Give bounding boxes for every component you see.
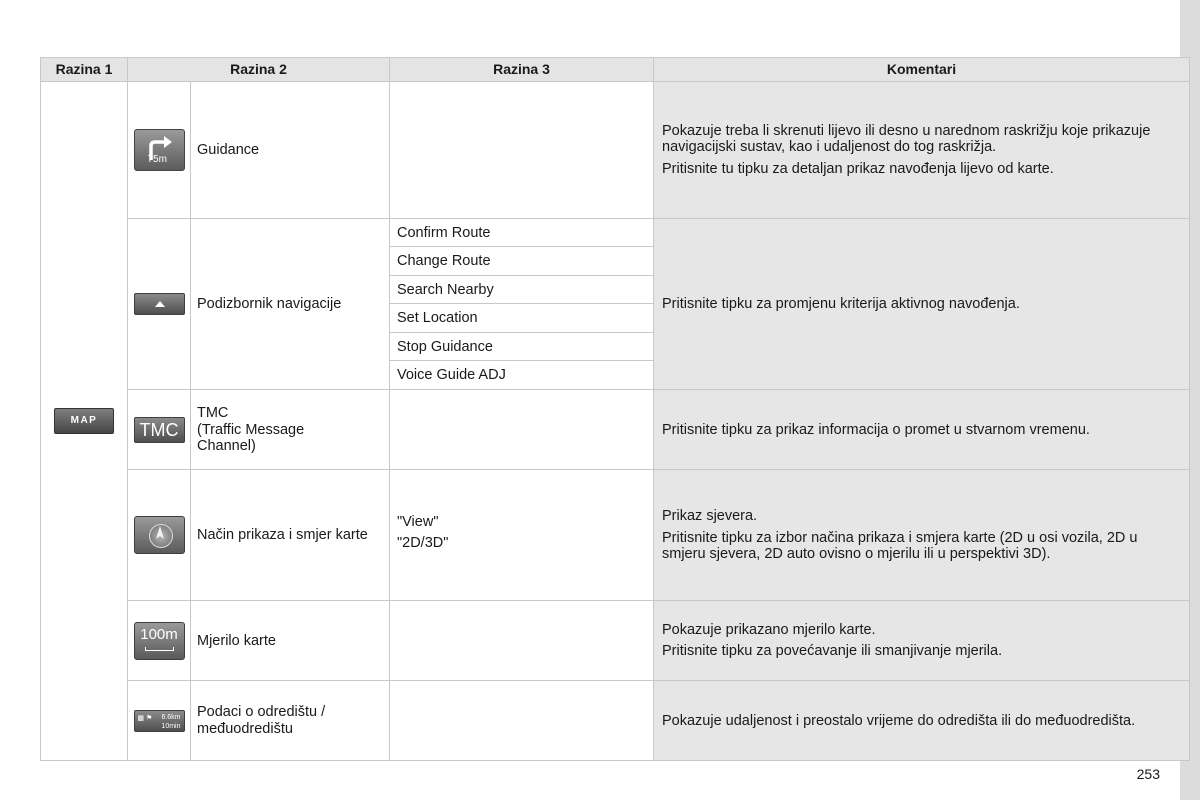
comment-text: Pritisnite tipku za izbor načina prikaza i smjera karte (2D u osi vozila, 2D u smjeru sjevera, 2D auto ovisno o mjerilu ili u perspektivi 3D). — [662, 529, 1138, 563]
level3-empty — [390, 601, 654, 681]
level3-empty — [390, 82, 654, 219]
comment-tmc — [654, 390, 1190, 470]
navigation-submenu-icon — [134, 293, 185, 315]
level1-cell — [41, 82, 128, 761]
header-level1: Razina 1 — [41, 58, 128, 82]
comment-view-mode — [654, 470, 1190, 601]
level2-destination-info: Podaci o odredištu / međuodredištu — [191, 681, 390, 761]
comment-text: Prikaz sjevera. — [662, 508, 758, 525]
level3-option: "View" — [397, 513, 439, 530]
destination-info-icon — [134, 710, 185, 732]
comment-text: Pritisnite tipku za promjenu kriterija aktivnog navođenja. — [662, 295, 1020, 312]
level2-navigation-submenu: Podizbornik navigacije — [191, 219, 390, 390]
table-header-row — [41, 58, 1190, 82]
level2-map-scale: Mjerilo karte — [191, 601, 390, 681]
level3-submenu-list — [390, 219, 654, 390]
level2-guidance: Guidance — [191, 82, 390, 219]
level3-option: "2D/3D" — [397, 535, 449, 552]
comment-destination-info — [654, 681, 1190, 761]
submenu-item: Search Nearby — [390, 276, 653, 304]
table-row-map-scale — [41, 601, 1190, 681]
level2-line: (Traffic Message — [197, 421, 305, 438]
tmc-icon: TMC — [134, 417, 185, 443]
header-level3: Razina 3 — [390, 58, 654, 82]
level2-line: TMC — [197, 405, 229, 422]
submenu-item: Voice Guide ADJ — [397, 366, 506, 383]
header-level2: Razina 2 — [128, 58, 390, 82]
level2-tmc — [191, 390, 390, 470]
icon-cell — [128, 82, 191, 219]
checkered-flag-icon: ▩ ⚑ — [137, 714, 153, 722]
table-row-navigation-submenu — [41, 219, 1190, 390]
page-number: 253 — [1136, 766, 1160, 782]
submenu-item: Change Route — [390, 247, 653, 275]
comment-text: Pokazuje prikazano mjerilo karte. — [662, 621, 876, 638]
compass-needle-graphic — [135, 517, 184, 553]
comment-text: Pokazuje udaljenost i preostalo vrijeme do odredišta ili do međuodredišta. — [662, 712, 1136, 729]
destination-distance-text: 6.6km — [161, 713, 181, 721]
destination-time-text: 10min — [161, 722, 181, 730]
map-scale-icon — [134, 622, 185, 660]
table-row-view-mode — [41, 470, 1190, 601]
navigation-menu-table — [40, 57, 1190, 761]
submenu-item: Confirm Route — [390, 219, 653, 247]
comment-text: Pritisnite tipku za prikaz informacija o promet u stvarnom vremenu. — [662, 421, 1090, 438]
guidance-turn-icon — [134, 129, 185, 171]
comment-navigation-submenu — [654, 219, 1190, 390]
up-triangle-icon — [155, 301, 165, 307]
icon-cell — [128, 390, 191, 470]
scale-bar — [145, 647, 174, 651]
compass-icon — [134, 516, 185, 554]
level3-view-options — [390, 470, 654, 601]
guidance-distance-text: 75m — [147, 153, 167, 165]
table-row-guidance — [41, 82, 1190, 219]
table-row-destination-info — [41, 681, 1190, 761]
level2-view-mode: Način prikaza i smjer karte — [191, 470, 390, 601]
comment-text: Pokazuje treba li skrenuti lijevo ili desno u narednom raskrižju koje prikazuje navigacijski sustav, kao i udaljenost do tog raskrižja. — [662, 122, 1151, 156]
level3-empty — [390, 390, 654, 470]
map-button-label: MAP — [70, 415, 98, 427]
icon-cell — [128, 219, 191, 390]
level2-line: Channel) — [197, 438, 256, 455]
submenu-item: Set Location — [390, 304, 653, 332]
icon-cell — [128, 470, 191, 601]
comment-text: Pritisnite tipku za povećavanje ili smanjivanje mjerila. — [662, 643, 1003, 660]
submenu-item: Stop Guidance — [390, 333, 653, 361]
comment-text: Pritisnite tu tipku za detaljan prikaz navođenja lijevo od karte. — [662, 160, 1054, 177]
table-row-tmc — [41, 390, 1190, 470]
scale-value-text: 100m — [140, 625, 178, 643]
map-button-icon — [54, 408, 114, 434]
level3-empty — [390, 681, 654, 761]
icon-cell — [128, 601, 191, 681]
header-comments: Komentari — [654, 58, 1190, 82]
comment-map-scale — [654, 601, 1190, 681]
icon-cell — [128, 681, 191, 761]
comment-guidance — [654, 82, 1190, 219]
